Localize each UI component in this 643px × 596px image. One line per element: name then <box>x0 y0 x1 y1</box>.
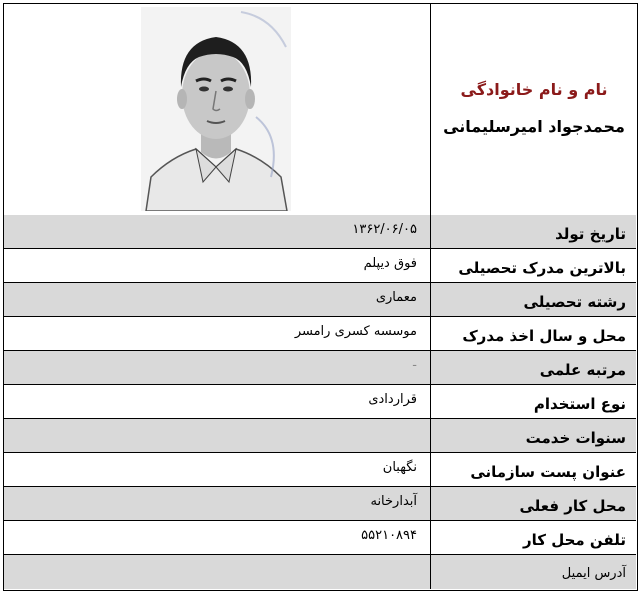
row-label: رشته تحصیلی <box>523 293 626 311</box>
row-value: - <box>412 358 417 373</box>
row-label: محل و سال اخذ مدرک <box>462 327 626 345</box>
row-label: بالاترین مدرک تحصیلی <box>458 259 626 277</box>
row-employment-type <box>4 385 636 419</box>
row-value: ۵۵۲۱۰۸۹۴ <box>361 528 417 543</box>
row-label: عنوان پست سازمانی <box>470 463 626 481</box>
row-value: ۱۳۶۲/۰۶/۰۵ <box>352 222 417 237</box>
row-label: آدرس ایمیل <box>561 566 626 581</box>
row-institution <box>4 317 636 351</box>
row-workplace <box>4 487 636 521</box>
row-value: نگهبان <box>382 460 417 475</box>
row-job-title <box>4 453 636 487</box>
row-birth-date <box>4 215 636 249</box>
row-value: موسسه کسری رامسر <box>294 324 417 339</box>
row-work-phone <box>4 521 636 555</box>
employee-profile-card <box>3 3 638 591</box>
header-divider <box>430 4 431 215</box>
name-value: محمدجواد امیرسلیمانی <box>443 117 625 136</box>
row-service-years <box>4 419 636 453</box>
profile-header <box>4 4 636 217</box>
row-degree <box>4 249 636 283</box>
row-label: محل کار فعلی <box>519 497 626 515</box>
row-value: فوق دیپلم <box>363 256 417 271</box>
row-label: مرتبه علمی <box>539 361 626 379</box>
row-label: نوع استخدام <box>533 395 626 413</box>
row-label: تاریخ تولد <box>555 225 626 243</box>
portrait-image <box>141 7 291 211</box>
row-value: آبدارخانه <box>370 494 417 509</box>
profile-photo <box>141 7 291 211</box>
row-label: سنوات خدمت <box>525 429 626 447</box>
row-value: قراردادی <box>368 392 417 407</box>
row-field <box>4 283 636 317</box>
row-value: معماری <box>375 290 417 305</box>
row-email <box>4 555 636 589</box>
row-label: تلفن محل کار <box>523 531 626 549</box>
row-academic-rank <box>4 351 636 385</box>
info-table <box>4 215 636 589</box>
name-label: نام و نام خانوادگی <box>460 80 608 99</box>
